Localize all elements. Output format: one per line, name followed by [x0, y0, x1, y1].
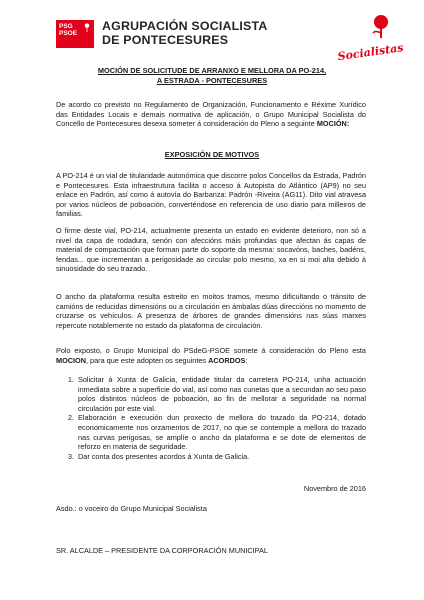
motive-paragraph-3	[56, 292, 366, 330]
organization-name	[102, 20, 292, 47]
psoe-logo-line1: PSG	[59, 23, 73, 30]
intro-paragraph	[56, 100, 366, 129]
document-title-line1: MOCIÓN DE SOLICITUDE DE ARRANXO E MELLORA DA PO-214,	[97, 66, 327, 75]
agreement-item: 3. Dar conta dos presentes acordos á Xunta de Galicia.	[76, 452, 366, 462]
organization-name-line1: AGRUPACIÓN SOCIALISTA	[102, 19, 268, 33]
closing-suffix: :	[245, 355, 248, 365]
paragraph-text: O ancho da plataforma resulta estreito en moitos tramos, mesmo dificultando o tránsito de camións de reducidas dimensións ou a circulación en ámbalas dúas direccións no momento de cruzarse os vehículos. A presenza de árbores de grandes dimensións nas súas marxes repercute notablemente no estado da plataforma de circulación.	[56, 292, 366, 330]
paragraph-text: O firme deste vial, PO-214, actualmente presenta un estado en evidente deterioro, non só a nivel da capa de rodadura, senón con afeccións máis profundas que afectan ás capas de material de compactación que forman parte do soporte da mesma: socavóns, baches, badéns, fendas... que incrementan a perigosidade ao circular polo mesmo, xa en si moi alta debido á sinuosidade do seu trazado.	[56, 226, 366, 274]
rose-icon	[83, 23, 91, 32]
closing-acordos: ACORDOS	[208, 355, 246, 365]
psoe-logo	[56, 20, 94, 48]
rose-icon	[368, 14, 394, 38]
paragraph-text: A PO-214 é un vial de titularidade autonómica que discorre polos Concellos da Estrada, Padrón e Pontecesures. Esta infraestrutura facilita o acceso á Autopista do Atlántico (AP9) no seu enlace en Padrón, así como á autovía do Barbanza: Padrón -Riveira (AG11). Dito vial atravesa por varios núcleos de poboación, converténdose en referencia de uso diario para milleiros de familias.	[56, 171, 366, 219]
agreement-item: 2. Elaboración e execución dun proxecto de mellora do trazado da PO-214, dotado economicamente nos orzamentos de 2017, no que se contemple a mellora do trazado nas curvas perigosas, se amplíe o ancho da plataforma e se dote de elementos de reforzo en materia de seguridade.	[76, 413, 366, 451]
organization-name-line2: DE PONTECESURES	[102, 32, 229, 47]
letterhead	[56, 14, 404, 64]
document-date: Novembro de 2016	[303, 484, 366, 493]
psoe-logo-line2: PSOE	[59, 30, 78, 37]
section-title: EXPOSICIÓN DE MOTIVOS	[164, 150, 260, 159]
document-title-line2: A ESTRADA - PONTECESURES	[156, 75, 268, 85]
closing-prefix: Polo exposto, o Grupo Municipal do PSdeG-PSOE somete á consideración do Pleno esta	[56, 346, 366, 355]
closing-middle: , para que este adopten os seguintes	[86, 355, 209, 365]
socialistas-wordmark: Socialistas	[336, 41, 404, 64]
socialistas-logo	[336, 14, 404, 64]
motive-paragraph-2	[56, 226, 366, 274]
document-title	[56, 66, 368, 85]
intro-strong: MOCIÓN:	[316, 119, 350, 129]
signature-line: Asdo.: o voceiro do Grupo Municipal Socialista	[56, 504, 207, 513]
agreement-item: 1. Solicitar á Xunta de Galicia, entidade titular da carretera PO-214, unha actuación inmediata sobre a superficie do vial, así como nas cunetas que a secundan ao seu paso polos distintos núcleos de poboación, ao fin de mellorar a seguridade na normal circulación por este vial.	[76, 375, 366, 413]
agreements-list	[56, 375, 366, 461]
motive-paragraph-1	[56, 171, 366, 219]
addressee-footer: SR. ALCALDE – PRESIDENTE DA CORPORACIÓN MUNICIPAL	[56, 546, 268, 555]
closing-mocion: MOCION	[56, 355, 86, 365]
intro-text: De acordo co previsto no Regulamento de Organización, Funcionamento e Réxime Xurídico das Entidades Locais e demais normativa de aplicación, o Grupo Municipal Socialista do Concello de Pontecesures desexa someter á consideración do Pleno a seguinte	[56, 100, 366, 129]
closing-paragraph	[56, 346, 366, 365]
